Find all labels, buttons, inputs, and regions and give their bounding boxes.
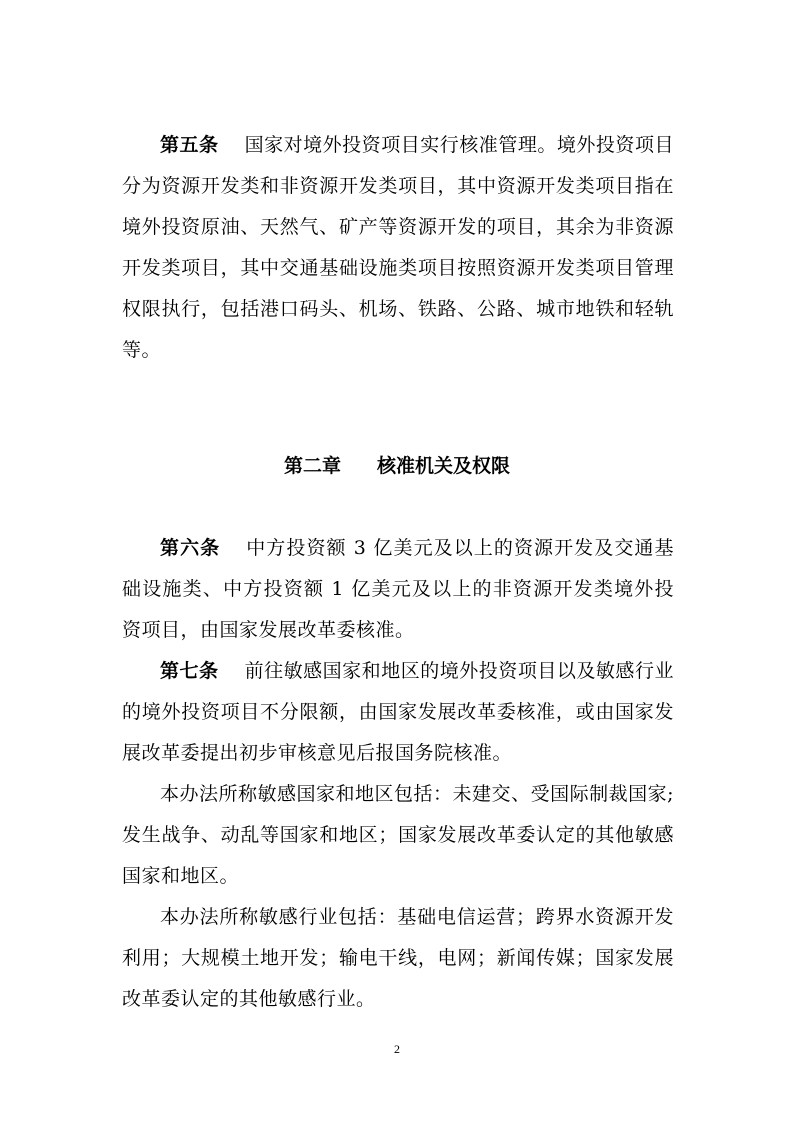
sensitive-industries-paragraph: 本办法所称敏感行业包括：基础电信运营；跨界水资源开发利用；大规模土地开发；输电干线，电网；新闻传媒；国家发展改革委认定的其他敏感行业。: [122, 906, 674, 1010]
article-7-text: 前往敏感国家和地区的境外投资项目以及敏感行业的境外投资项目不分限额，由国家发展改革委核准，或由国家发展改革委提出初步审核意见后报国务院核准。: [122, 660, 674, 764]
chapter-title: 核准机关及权限: [377, 455, 511, 477]
article-7-paragraph: [122, 651, 674, 774]
chapter-number: 第二章: [283, 455, 341, 477]
article-5-label: 第五条: [160, 134, 219, 156]
article-6-paragraph: [122, 528, 674, 651]
chapter-heading: [0, 451, 794, 478]
article-6-text: 中方投资额 3 亿美元及以上的资源开发及交通基础设施类、中方投资额 1 亿美元及以上的非资源开发类境外投资项目，由国家发展改革委核准。: [122, 537, 674, 641]
article-6-label: 第六条: [160, 537, 221, 559]
article-5-text: 国家对境外投资项目实行核准管理。境外投资项目分为资源开发类和非资源开发类项目，其中资源开发类项目指在境外投资原油、天然气、矿产等资源开发的项目，其余为非资源开发类项目，其中交通基础设施类项目按照资源开发类项目管理权限执行，包括港口码头、机场、铁路、公路、城市地铁和轻轨等。: [122, 134, 674, 361]
article-5-paragraph: [122, 125, 674, 371]
page-number: 2: [394, 1042, 400, 1056]
article-7-label: 第七条: [160, 660, 219, 682]
sensitive-regions-paragraph: 本办法所称敏感国家和地区包括：未建交、受国际制裁国家;发生战争、动乱等国家和地区；国家发展改革委认定的其他敏感国家和地区。: [122, 783, 674, 887]
